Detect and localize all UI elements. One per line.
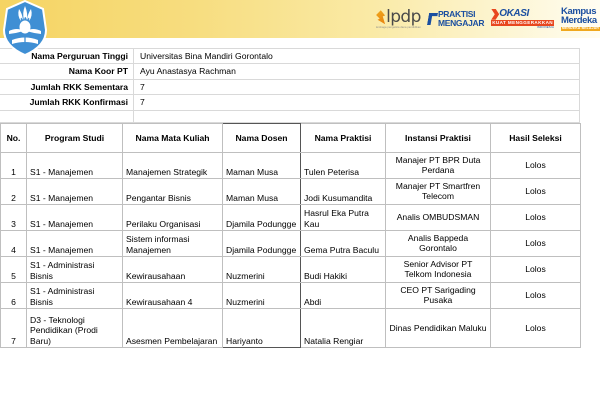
cell-nama-praktisi[interactable]: Gema Putra Baculu [301, 230, 386, 256]
vokasi-indonesia-logo [491, 9, 554, 29]
info-label-koor-pt: Nama Koor PT [0, 64, 134, 79]
info-row-perguruan-tinggi [0, 49, 580, 64]
cell-nama-dosen[interactable]: Djamila Podungge [223, 230, 301, 256]
banner-logo-group [376, 2, 600, 36]
institution-info-table [0, 48, 580, 123]
table-row[interactable] [1, 282, 581, 308]
cell-no[interactable]: 3 [1, 204, 27, 230]
cell-nama-praktisi[interactable]: Hasrul Eka Putra Kau [301, 204, 386, 230]
cell-nama-praktisi[interactable]: Jodi Kusumandita [301, 178, 386, 204]
kampus-merdeka-logo [561, 7, 600, 32]
info-value-perguruan-tinggi[interactable]: Universitas Bina Mandiri Gorontalo [134, 49, 580, 64]
cell-nama-dosen[interactable]: Maman Musa [223, 178, 301, 204]
table-row[interactable] [1, 204, 581, 230]
info-spacer-row [0, 110, 580, 122]
praktisi-mengajar-line1: PRAKTISI [437, 9, 476, 20]
cell-instansi-praktisi[interactable]: Dinas Pendidikan Maluku [386, 308, 491, 347]
info-row-koor-pt [0, 64, 580, 79]
table-row[interactable] [1, 256, 581, 282]
cell-nama-dosen[interactable]: Maman Musa [223, 152, 301, 178]
lpdp-tagline: lembaga pengelola dana pendidikan [375, 25, 421, 29]
info-label-rkk-konfirmasi: Jumlah RKK Konfirmasi [0, 95, 134, 110]
table-row[interactable] [1, 308, 581, 347]
cell-hasil-seleksi[interactable]: Lolos [491, 204, 581, 230]
cell-mata-kuliah[interactable]: Perilaku Organisasi [123, 204, 223, 230]
tut-wuri-handayani-logo-icon [2, 0, 48, 56]
cell-no[interactable]: 7 [1, 308, 27, 347]
cell-instansi-praktisi[interactable]: Analis Bappeda Gorontalo [386, 230, 491, 256]
cell-hasil-seleksi[interactable]: Lolos [491, 178, 581, 204]
cell-program-studi[interactable]: S1 - Administrasi Bisnis [27, 256, 123, 282]
cell-hasil-seleksi[interactable]: Lolos [491, 152, 581, 178]
cell-nama-praktisi[interactable]: Abdi [301, 282, 386, 308]
cell-mata-kuliah[interactable]: Kewirausahaan 4 [123, 282, 223, 308]
cell-program-studi[interactable]: S1 - Manajemen [27, 178, 123, 204]
lpdp-flame-icon [376, 10, 385, 24]
cell-instansi-praktisi[interactable]: CEO PT Sarigading Pusaka [386, 282, 491, 308]
cell-program-studi[interactable]: S1 - Manajemen [27, 152, 123, 178]
column-header-nama-praktisi[interactable]: Nama Praktisi [301, 123, 386, 152]
praktisi-mengajar-line2: MENGAJAR [437, 18, 485, 28]
cell-hasil-seleksi[interactable]: Lolos [491, 308, 581, 347]
cell-mata-kuliah[interactable]: Sistem informasi Manajemen [123, 230, 223, 256]
column-header-program-studi[interactable]: Program Studi [27, 123, 123, 152]
table-row[interactable] [1, 178, 581, 204]
page-banner [0, 0, 600, 38]
cell-nama-dosen[interactable]: Nuzmerini [223, 282, 301, 308]
cell-nama-dosen[interactable]: Djamila Podungge [223, 204, 301, 230]
cell-no[interactable]: 5 [1, 256, 27, 282]
vokasi-wordmark: OKASI [499, 8, 529, 20]
vokasi-tagline-bar: KUAT MENGGERAKKAN [492, 19, 554, 25]
info-label-rkk-sementara: Jumlah RKK Sementara [0, 79, 134, 94]
praktisi-mengajar-logo [428, 10, 484, 27]
cell-mata-kuliah[interactable]: Manajemen Strategik [123, 152, 223, 178]
cell-nama-praktisi[interactable]: Natalia Rengiar [301, 308, 386, 347]
info-spacer-right [134, 110, 580, 122]
table-header-row [1, 123, 581, 152]
info-spacer-left [0, 110, 134, 122]
kampus-merdeka-tagline-bar: MERDEKA BELAJAR [562, 26, 599, 31]
cell-instansi-praktisi[interactable]: Analis OMBUDSMAN [386, 204, 491, 230]
rkk-data-table [0, 123, 581, 348]
table-row[interactable] [1, 152, 581, 178]
info-row-rkk-sementara [0, 79, 580, 94]
cell-instansi-praktisi[interactable]: Manajer PT Smartfren Telecom [386, 178, 491, 204]
spreadsheet-body [0, 48, 600, 348]
cell-program-studi[interactable]: S1 - Administrasi Bisnis [27, 282, 123, 308]
cell-nama-praktisi[interactable]: Tulen Peterisa [301, 152, 386, 178]
praktisi-mengajar-mark-icon [427, 13, 438, 25]
cell-nama-dosen[interactable]: Nuzmerini [223, 256, 301, 282]
column-header-nama-mata-kuliah[interactable]: Nama Mata Kuliah [123, 123, 223, 152]
cell-mata-kuliah[interactable]: Kewirausahaan [123, 256, 223, 282]
cell-program-studi[interactable]: D3 - Teknologi Pendidikan (Prodi Baru) [27, 308, 123, 347]
info-label-perguruan-tinggi: Nama Perguruan Tinggi [0, 49, 134, 64]
lpdp-wordmark: lpdp [386, 6, 421, 27]
info-value-koor-pt[interactable]: Ayu Anastasya Rachman [134, 64, 580, 79]
cell-no[interactable]: 2 [1, 178, 27, 204]
info-value-rkk-konfirmasi[interactable]: 7 [134, 95, 580, 110]
kampus-merdeka-line2: Merdeka [561, 15, 597, 27]
cell-hasil-seleksi[interactable]: Lolos [491, 282, 581, 308]
column-header-instansi-praktisi[interactable]: Instansi Praktisi [386, 123, 491, 152]
cell-no[interactable]: 4 [1, 230, 27, 256]
column-header-no[interactable]: No. [1, 123, 27, 152]
vokasi-subtitle: INDONESIA [536, 25, 555, 30]
cell-program-studi[interactable]: S1 - Manajemen [27, 204, 123, 230]
info-row-rkk-konfirmasi [0, 95, 580, 110]
lpdp-logo [375, 6, 421, 30]
table-row[interactable] [1, 230, 581, 256]
cell-mata-kuliah[interactable]: Pengantar Bisnis [123, 178, 223, 204]
info-value-rkk-sementara[interactable]: 7 [134, 79, 580, 94]
column-header-hasil-seleksi[interactable]: Hasil Seleksi [491, 123, 581, 152]
cell-no[interactable]: 1 [1, 152, 27, 178]
kampus-merdeka-line1: Kampus [561, 5, 597, 17]
cell-mata-kuliah[interactable]: Asesmen Pembelajaran [123, 308, 223, 347]
cell-nama-dosen[interactable]: Hariyanto [223, 308, 301, 347]
cell-instansi-praktisi[interactable]: Senior Advisor PT Telkom Indonesia [386, 256, 491, 282]
cell-hasil-seleksi[interactable]: Lolos [491, 256, 581, 282]
cell-program-studi[interactable]: S1 - Manajemen [27, 230, 123, 256]
cell-nama-praktisi[interactable]: Budi Hakiki [301, 256, 386, 282]
cell-hasil-seleksi[interactable]: Lolos [491, 230, 581, 256]
column-header-nama-dosen[interactable]: Nama Dosen [223, 123, 301, 152]
vokasi-chevron-icon [491, 9, 499, 20]
cell-instansi-praktisi[interactable]: Manajer PT BPR Duta Perdana [386, 152, 491, 178]
cell-no[interactable]: 6 [1, 282, 27, 308]
